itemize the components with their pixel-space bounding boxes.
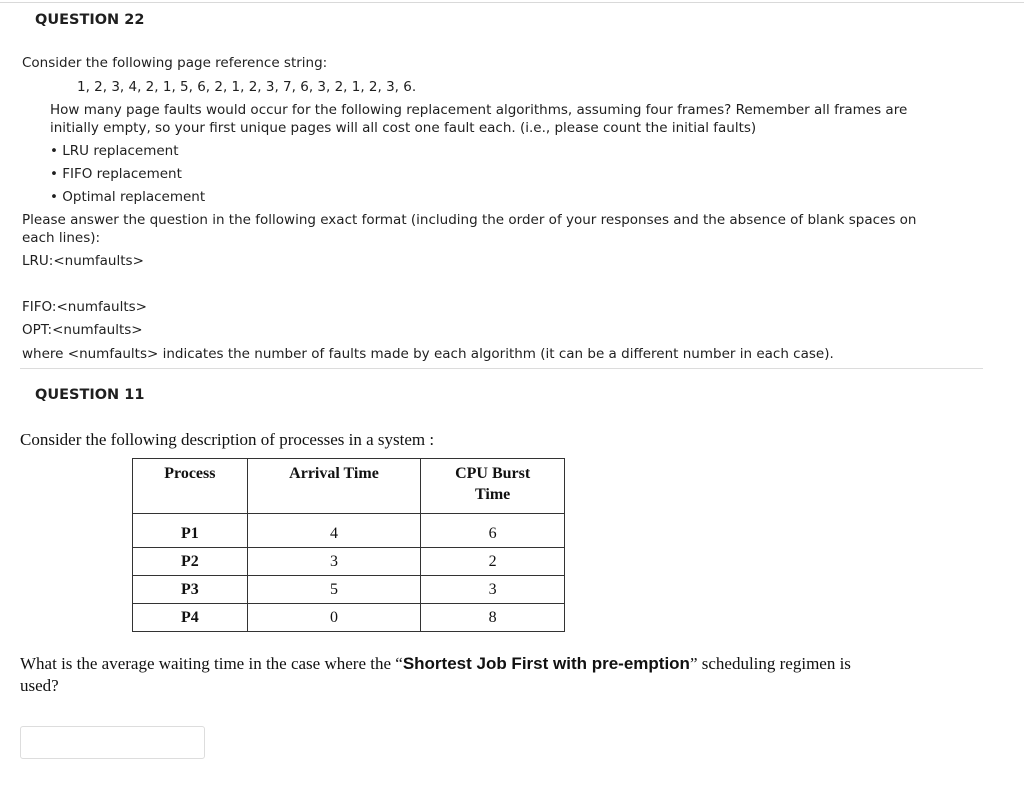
cell-process: P4 (133, 604, 248, 632)
header-cpu-burst-time-label: CPU Burst Time (455, 465, 531, 503)
q11-question-line-1 (20, 655, 851, 672)
q11-question-line-2: used? (20, 676, 59, 695)
q11-question-bold: Shortest Job First with pre-emption (402, 654, 690, 673)
cell-process: P1 (133, 514, 248, 548)
table-row (133, 576, 565, 604)
cell-arrival: 3 (247, 548, 421, 576)
fifo-format: FIFO:<numfaults> (22, 299, 147, 315)
cell-arrival: 0 (247, 604, 421, 632)
header-cpu-burst-time (421, 459, 565, 514)
answer-input[interactable] (20, 726, 205, 759)
question-11-title: QUESTION 11 (35, 387, 145, 403)
q22-intro: Consider the following page reference string: (22, 55, 328, 71)
cell-process: P2 (133, 548, 248, 576)
cell-burst: 3 (421, 576, 565, 604)
cell-burst: 6 (421, 514, 565, 548)
lru-format: LRU:<numfaults> (22, 253, 144, 269)
bullet-optimal: • Optimal replacement (50, 189, 206, 205)
question-22-title: QUESTION 22 (35, 12, 145, 28)
table-row (133, 604, 565, 632)
bullet-lru: • LRU replacement (50, 143, 179, 159)
table-header-row (133, 459, 565, 514)
header-arrival-time: Arrival Time (247, 459, 421, 514)
cell-arrival: 4 (247, 514, 421, 548)
q22-where-line: where <numfaults> indicates the number of faults made by each algorithm (it can be a different number in each case). (22, 346, 834, 362)
table-row (133, 514, 565, 548)
top-divider (0, 2, 1024, 3)
cell-burst: 8 (421, 604, 565, 632)
opt-format: OPT:<numfaults> (22, 322, 143, 338)
header-process: Process (133, 459, 248, 514)
cell-process: P3 (133, 576, 248, 604)
cell-burst: 2 (421, 548, 565, 576)
process-table (132, 458, 565, 632)
table-row (133, 548, 565, 576)
q11-intro: Consider the following description of processes in a system : (20, 430, 435, 449)
q11-question-pre: What is the average waiting time in the case where the “ (20, 654, 403, 673)
cell-arrival: 5 (247, 576, 421, 604)
question-divider (20, 368, 983, 369)
q22-format-line-2: each lines): (22, 230, 101, 246)
q11-question-post: ” scheduling regimen is (689, 654, 851, 673)
q22-reference-string: 1, 2, 3, 4, 2, 1, 5, 6, 2, 1, 2, 3, 7, 6, 3, 2, 1, 2, 3, 6. (77, 79, 417, 95)
q22-format-line-1: Please answer the question in the following exact format (including the order of your responses and the absence of blank spaces on (22, 212, 917, 228)
q22-question-line-1: How many page faults would occur for the following replacement algorithms, assuming four frames? Remember all frames are (50, 102, 908, 118)
q22-question-line-2: initially empty, so your first unique pages will all cost one fault each. (i.e., please count the initial faults) (50, 120, 757, 136)
bullet-fifo: • FIFO replacement (50, 166, 182, 182)
